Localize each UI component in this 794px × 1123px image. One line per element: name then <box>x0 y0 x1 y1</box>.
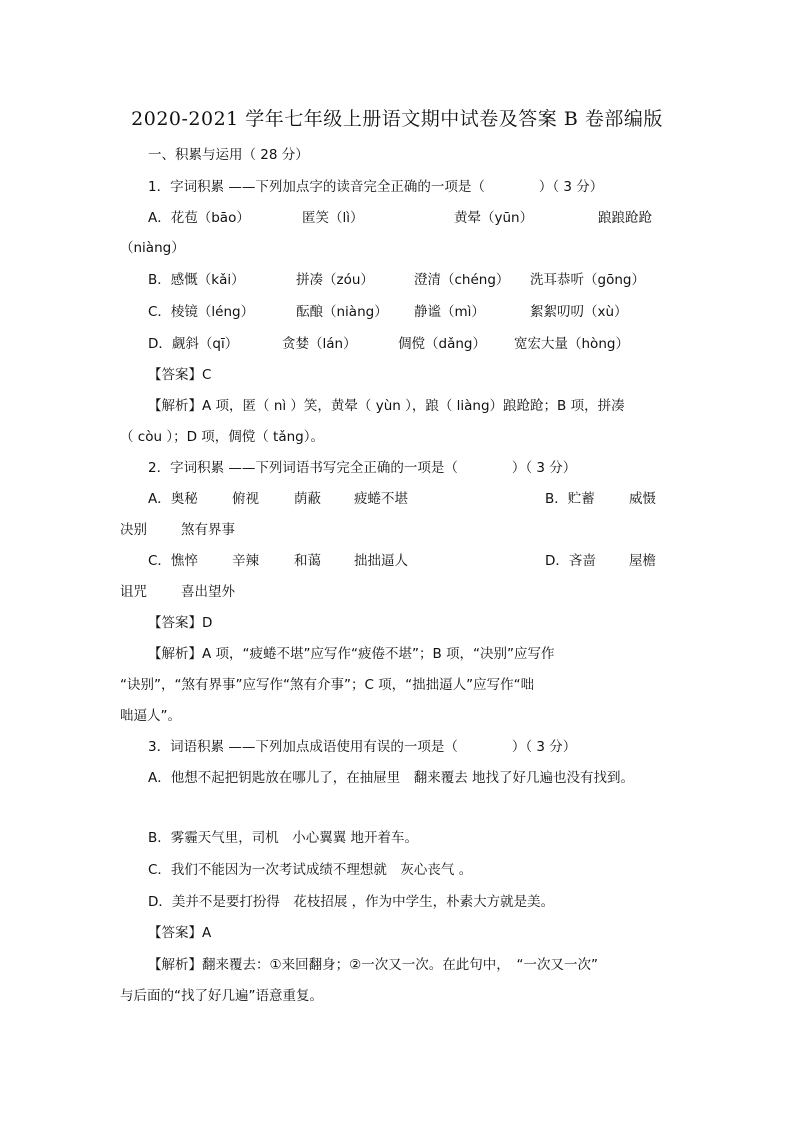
q1-analysis-line-2: （ còu ）；D 项，倜傥（ tǎng）。 <box>120 429 324 445</box>
q1-option-d-1: D．觑斜（qī） <box>148 336 239 352</box>
q1-option-a-2: 匿笑（lì） <box>302 210 364 226</box>
q1-option-c-4: 絮絮叨叨（xù） <box>530 304 628 320</box>
q1-option-b-4: 洗耳恭听（gōng） <box>530 272 645 288</box>
q2-option-c-4: 拙拙逼人 <box>354 553 408 569</box>
q1-option-d-2: 贪婪（lán） <box>282 336 357 352</box>
q2-option-a-3: 荫蔽 <box>294 491 321 507</box>
section-heading: 一、积累与运用（ 28 分） <box>148 147 309 163</box>
q1-option-c-1: C．棱镜（léng） <box>148 304 255 320</box>
q3-analysis-line-2: 与后面的“找了好几遍”语意重复。 <box>120 988 323 1004</box>
question-3-stem: 3．词语积累 ——下列加点成语使用有误的一项是（ ）（ 3 分） <box>148 739 577 755</box>
q2-option-d-3: 诅咒 <box>120 584 147 600</box>
q2-option-a-4: 疲蜷不堪 <box>354 491 408 507</box>
q2-analysis-line-2: “诀别”，“煞有界事”应写作“煞有介事”；C 项，“拙拙逼人”应写作“咄 <box>120 677 535 693</box>
q1-answer: 【答案】C <box>148 367 212 383</box>
question-2-stem: 2．字词积累 ——下列词语书写完全正确的一项是（ ）（ 3 分） <box>148 460 577 476</box>
q3-option-d: D．美并不是要打扮得 花枝招展 ，作为中学生，朴素大方就是美。 <box>148 894 555 910</box>
q1-option-a-1: A．花苞（bāo） <box>148 210 250 226</box>
question-1-stem: 1．字词积累 ——下列加点字的读音完全正确的一项是（ ）（ 3 分） <box>148 179 604 195</box>
q3-option-a: A．他想不起把钥匙放在哪儿了，在抽屉里 翻来覆去 地找了好几遍也没有找到。 <box>148 770 635 786</box>
q2-option-d-2: 屋檐 <box>629 553 656 569</box>
q1-option-b-1: B．感慨（kǎi） <box>148 272 245 288</box>
q2-option-b-2: 威慑 <box>629 491 656 507</box>
q1-option-d-4: 宽宏大量（hòng） <box>514 336 629 352</box>
q2-option-b-3: 决别 <box>120 522 147 538</box>
q3-answer: 【答案】A <box>148 925 212 941</box>
q3-option-b: B．雾霾天气里，司机 小心翼翼 地开着车。 <box>148 830 419 846</box>
q1-option-a-4: 踉踉跄跄 <box>598 210 652 226</box>
q1-option-a-4-pinyin: （niàng） <box>120 240 185 256</box>
q3-option-c: C．我们不能因为一次考试成绩不理想就 灰心丧气 。 <box>148 862 473 878</box>
q2-option-a-1: A．奥秘 <box>148 491 198 507</box>
q2-option-b-1: B．贮蓄 <box>545 491 595 507</box>
q1-option-c-3: 静谧（mì） <box>414 304 485 320</box>
q2-answer: 【答案】D <box>148 615 213 631</box>
q2-option-d-4: 喜出望外 <box>181 584 235 600</box>
q2-option-a-2: 俯视 <box>232 491 259 507</box>
q1-option-a-3: 黄晕（yūn） <box>454 210 534 226</box>
q1-option-b-3: 澄清（chéng） <box>414 272 510 288</box>
q2-option-d-1: D．吝啬 <box>545 553 596 569</box>
q2-analysis-line-3: 咄逼人”。 <box>120 708 181 724</box>
q2-option-c-1: C．憔悴 <box>148 553 198 569</box>
q1-option-d-3: 倜傥（dǎng） <box>398 336 486 352</box>
q1-option-c-2: 酝酿（niàng） <box>296 304 388 320</box>
page-title: 2020-2021 学年七年级上册语文期中试卷及答案 B 卷部编版 <box>131 108 663 130</box>
q2-analysis-line-1: 【解析】A 项，“疲蜷不堪”应写作“疲倦不堪”；B 项，“决别”应写作 <box>148 646 555 662</box>
q2-option-c-2: 辛辣 <box>232 553 259 569</box>
q3-analysis-line-1: 【解析】翻来覆去：①来回翻身；②一次又一次。在此句中， “一次又一次” <box>148 957 598 973</box>
q1-option-b-2: 拼凑（zóu） <box>296 272 374 288</box>
q1-analysis-line-1: 【解析】A 项，匿（ nì ）笑，黄晕（ yùn ），踉（ liàng）踉跄跄；B 项，拼凑 <box>148 398 625 414</box>
q2-option-c-3: 和蔼 <box>294 553 321 569</box>
q2-option-b-4: 煞有界事 <box>181 522 235 538</box>
